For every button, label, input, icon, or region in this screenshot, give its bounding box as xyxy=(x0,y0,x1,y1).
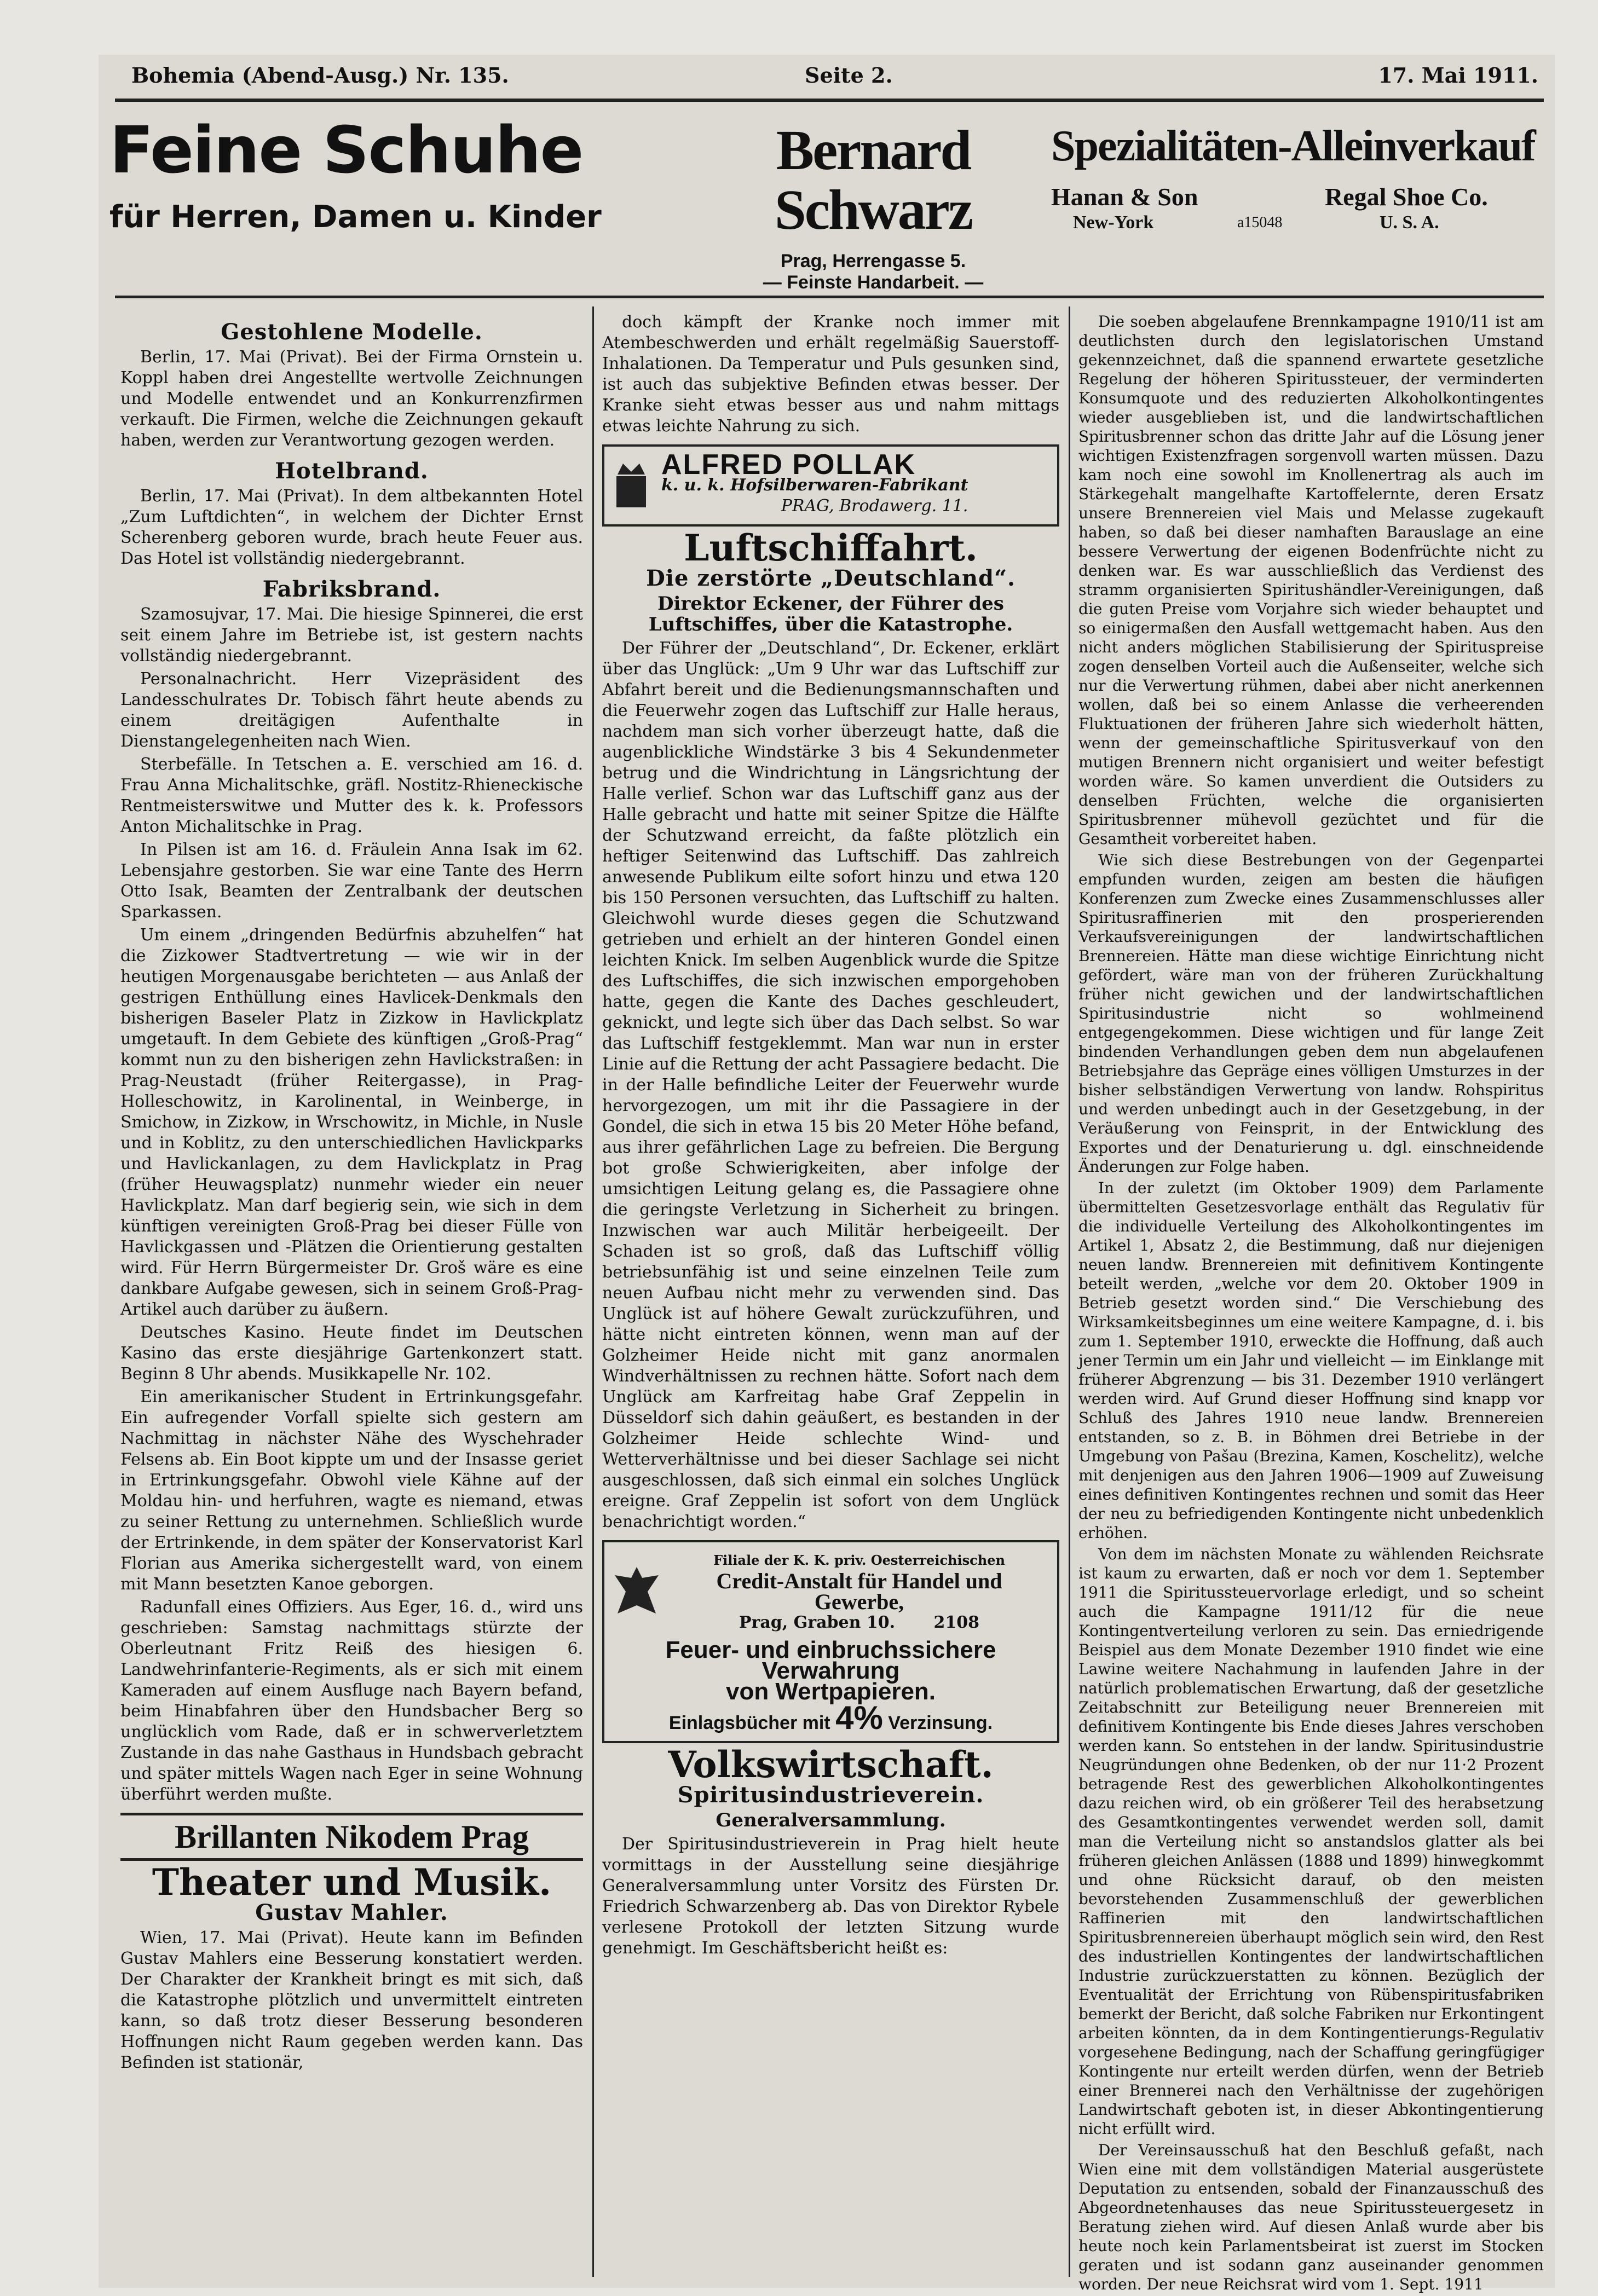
ad-special-title: Spezialitäten-Alleinverkauf xyxy=(1051,122,1535,170)
ad-credit-anstalt xyxy=(602,1540,1059,1743)
page-header xyxy=(131,63,1538,96)
subheading-eckener: Direktor Eckener, der Führer des Luftschiffes, über die Katastrophe. xyxy=(648,593,1013,635)
article-text: Wie sich diese Bestrebungen von der Gegenpartei empfunden wurden, zeigen am besten die häufigen Konferenzen zum Zwecke eines Zusammenschlusses aller Spiritusraffinerien mit den prosperierenden Verkaufsvereinigungen der landwirtschaftlichen Brennereien. Hätte man diese wichtige Einrichtung nicht gefördert, wäre man von der früheren Zurückhaltung früher nicht gewichen und der landwirtschaftlichen Spiritusindustrie nicht so wohlmeinend entgegengekommen. Diese wichtigen und für lange Zeit bindenden Verhandlungen geben dem nun abgelaufenen Betriebsjahre das Gepräge eines völligen Umsturzes in der bisher selbständigen Verwertung von landw. Rohspiritus und werden unbedingt auch in der Gesetzgebung, in der Veräußerung von Feinsprit, in der Entwicklung des Exportes und der Denaturierung u. dgl. einschneidende Änderungen zur Folge haben. xyxy=(1078,851,1544,1176)
ad-credit-number: 2108 xyxy=(933,1613,979,1632)
header-date: 17. Mai 1911. xyxy=(1378,63,1538,88)
ad-brand-regal: Regal Shoe Co. xyxy=(1325,183,1488,211)
header-edition: Bohemia (Abend-Ausg.) Nr. 135. xyxy=(131,63,509,88)
crown-emblem-icon xyxy=(612,461,650,510)
ad-schwarz-tagline: — Feinste Handarbeit. — xyxy=(763,272,984,293)
ad-credit-savings: Einlagsbücher mit xyxy=(668,1713,830,1733)
article-text: Wien, 17. Mai (Privat). Heute kann im Befinden Gustav Mahlers eine Besserung konstatiert werden. Der Charakter der Krankheit bringt es mit sich, daß die Katastrophe plötzlich und unvermittelt eintreten kann, so daß trotz dieser Besserung besonderen Hoffnungen nicht Raum gegeben werden kann. Das Befinden ist stationär, xyxy=(120,1928,583,2072)
article-text: Berlin, 17. Mai (Privat). Bei der Firma Ornstein u. Koppl haben drei Angestellte wertvolle Zeichnungen und Modelle entwendet und an Konkurrenzfirmen verkauft. Die Firmen, welche die Zeichnungen gekauft haben, werden zur Verantwortung gezogen werden. xyxy=(120,348,583,450)
heading-volkswirtschaft: Volkswirtschaft. xyxy=(668,1743,994,1786)
article-text: Sterbefälle. In Tetschen a. E. verschied am 16. d. Frau Anna Michalitschke, gräfl. Nostitz-Rhieneckische Rentmeisterswitwe und Mutter des k. k. Professors Anton Michalitschke in Prag. xyxy=(120,755,583,836)
column-2 xyxy=(602,312,1059,2277)
subheading-generalversammlung: Generalversammlung. xyxy=(716,1809,946,1831)
article-text: Von dem im nächsten Monate zu wählenden Reichsrate ist kaum zu erwarten, daß er noch vor dem 1. September 1911 die Spiritussteuervorlage erledigt, und so scheint auch die Kampagne 1911/12 für die neue Kontingentverteilung verloren zu sein. Das erniedrigende Beispiel aus dem Monate Dezember 1910 findet wie eine Lawine weitere Nachahmung in laufenden Jahre in der natürlich problematischen Erwartung, daß der gesetzliche Zeitabschnitt zur Beteiligung neuer Brennereien mit definitivem Kontingente bis Ende dieses Jahres verschoben werden kann. So entstehen in der landw. Spiritusindustrie Neugründungen ohne Bedenken, ob der nur 11·2 Prozent betragende Rest des gewerblichen Alkoholkontingentes dazu reichen wird, ob ein größerer Teil des herabsetzung des Gesamtkontingentes verwendet werden soll, damit man die Verteilung nicht so anstandslos glatter als bei früheren gleichen Anlässen (1888 und 1899) hinwegkommt und ohne Rücksicht darauf, ob den meisten bevorstehenden Zusammenschluß der gewerblichen Raffinerien mit den landwirtschaftlichen Spiritusbrennereien überhaupt möglich sein wird, den Rest des industriellen Kontingentes der landwirtschaftlichen Industrie zurückzuerstatten zu können. Bezüglich der Eventualität der Errichtung von Rübenspiritusfabriken bemerkt der Bericht, daß solche Fabriken nur Erkontingent arbeiten könnten, da in dem Kontingentierungs-Regulativ vorgesehene Bedingung, nach der Schaffung geringfügiger Kontingente nur erteilt werden dürfen, wenn der Betrieb einer Brennerei nach den Verhältnisse der zugehörigen Landwirtschaft geboten ist, in dieser Abkontingentierung nicht erfüllt wird. xyxy=(1078,1545,1544,2138)
ad-credit-service-2: von Wertpapieren. xyxy=(725,1678,936,1705)
heading-hotelbrand: Hotelbrand. xyxy=(275,458,429,484)
ad-city-newyork: New-York xyxy=(1073,212,1154,233)
article-text: In der zuletzt (im Oktober 1909) dem Parlamente übermittelten Gesetzesvorlage enthält das Regulativ für die individuelle Verteilung des Alkoholkontingentes im Artikel 1, Absatz 2, die Bestimmung, daß nur diejenigen neuen landw. Brennereien mit definitivem Kontingente beteilt werden, „welche vor dem 20. Oktober 1909 in Betrieb gesetzt worden sind.“ Die Verschiebung des Wirksamkeitsbeginnes um eine weitere Kampagne, d. i. bis zum 1. September 1910, erweckte die Hoffnung, daß auch jener Termin um ein Jahr und vielleicht — im Einklange mit früherer Abgrenzung — bis 31. Dezember 1910 verlängert werden wird. Auf Grund dieser Hoffnung sind knapp vor Schluß des Jahres 1910 neue landw. Brennereien entstanden, so z. B. in Böhmen drei Betriebe in der Umgebung von Pašau (Brezina, Kamen, Koschelitz), welche mit denjenigen aus den Jahren 1906—1909 auf Zuweisung eines definitiven Kontingentes rechnen und somit das Heer der neu zu befriedigenden Kontingente nicht unbedenklich erhöhen. xyxy=(1078,1179,1544,1542)
ad-pollak-line: k. u. k. Hofsilberwaren-Fabrikant xyxy=(661,476,968,495)
article-text: Radunfall eines Offiziers. Aus Eger, 16. d., wird uns geschrieben: Samstag nachmittags stürzte der Oberleutnant Fritz Reiß des hiesigen 6. Landwehrinfanterie-Regiments, als er sich mit einem Kameraden auf einem Ausfluge nach Bayern befand, beim Hinabfahren über den Hundsbacher Berg so unglücklich vom Rade, daß er in schwerverletztem Zustande in das nahe Gasthaus in Hundsbach gebracht und später mittels Wagen nach Eger in seine Wohnung überführt werden mußte. xyxy=(120,1598,583,1804)
ad-shoes-title: Feine Schuhe xyxy=(109,112,583,188)
heading-fabriksbrand: Fabriksbrand. xyxy=(262,576,441,602)
column-3 xyxy=(1078,312,1544,2293)
ad-credit-service: Feuer- und einbruchssichere Verwahrung xyxy=(665,1636,996,1684)
heading-deutschland: Die zerstörte „Deutschland“. xyxy=(646,565,1016,591)
ad-credit-address: Prag, Graben 10. xyxy=(739,1613,896,1632)
ad-spezialitaeten xyxy=(1051,107,1544,287)
column-1 xyxy=(120,312,583,2277)
article-text: In Pilsen ist am 16. d. Fräulein Anna Isak im 62. Lebensjahre gestorben. Sie war eine Tante des Herrn Otto Isak, Beamten der Zentralbank der deutschen Sparkassen. xyxy=(120,840,583,922)
heading-spiritusindustrieverein: Spiritusindustrieverein. xyxy=(677,1782,984,1808)
ad-bernard-schwarz xyxy=(706,107,1040,293)
ad-credit-name: Credit-Anstalt für Handel und Gewerbe, xyxy=(716,1569,1002,1614)
ad-rule xyxy=(115,296,1544,298)
ad-pollak-address: PRAG, Brodawerg. 11. xyxy=(781,496,968,516)
ad-schwarz-name: Bernard Schwarz xyxy=(774,119,972,242)
ad-credit-rate: 4% xyxy=(835,1699,883,1736)
heading-luftschiffahrt: Luftschiffahrt. xyxy=(684,527,978,569)
ad-shoes-subtitle: für Herren, Damen u. Kinder xyxy=(109,199,602,235)
newspaper-page xyxy=(99,55,1555,2293)
ad-code: a15048 xyxy=(1237,214,1283,231)
ad-pollak-name: ALFRED POLLAK xyxy=(661,449,916,481)
article-text: Der Vereinsausschuß hat den Beschluß gefaßt, nach Wien eine mit dem vollständigen Material ausgerüstete Deputation zu entsenden, sobald der Finanzausschuß des Abgeordnetenhauses das neue Spiritussteuergesetz in Beratung ziehen wird. Auf diesen Anlaß wurde aber bis heute noch kein Parlamentsbeirat ist zuerst im Stocken geraten und ist sodann ganz auseinander genommen worden. Der neue Reichsrat wird vom 1. Sept. 1911 xyxy=(1078,2141,1544,2293)
ad-brillanten-nikodem: Brillanten Nikodem Prag xyxy=(120,1813,583,1861)
ad-city-usa: U. S. A. xyxy=(1380,212,1439,233)
article-text: Personalnachricht. Herr Vizepräsident des Landesschulrates Dr. Tobisch fährt heute abends zu einem dreitägigen Aufenthalte in Dienstangelegenheiten nach Wien. xyxy=(120,669,583,751)
column-divider-2 xyxy=(1069,306,1070,2277)
ad-schwarz-address: Prag, Herrengasse 5. xyxy=(780,251,966,272)
ad-credit-interest: Verzinsung. xyxy=(888,1713,993,1733)
article-text: Um einem „dringenden Bedürfnis abzuhelfen“ hat die Zizkower Stadtvertretung — wie wir in der heutigen Morgenausgabe berichteten — aus Anlaß der gestrigen Enthüllung eines Havlicek-Denkmals den bisherigen Baseler Platz in Zizkow in Havlickplatz umgetauft. In dem Gebiete des künftigen „Groß-Prag“ kommt nun zu den bisherigen zehn Havlickstraßen: in Prag-Neustadt (früher Reitergasse), in Prag-Holleschowitz, in Karolinental, in Weinberge, in Smichow, in Zizkow, in Wrschowitz, in Michle, in Nusle und in Koblitz, zu den unterschiedlichen Havlickparks und Havlickanlagen, zu dem Havlickplatz in Prag (früher Heuwagsplatz) nunmehr wieder ein neuer Havlickplatz. Man darf begierig sein, wie sich in dem künftigen vereinigten Groß-Prag bei dieser Fülle von Havlickgassen und -Plätzen die Orientierung gestalten wird. Für Herrn Bürgermeister Dr. Groš wäre es eine dankbare Aufgabe gewesen, sich in seinem Groß-Prag-Artikel auch darüber zu äußern. xyxy=(120,926,583,1319)
heading-gestohlene-modelle: Gestohlene Modelle. xyxy=(221,319,483,345)
ad-credit-branch: Filiale der K. K. priv. Oesterreichischen xyxy=(713,1552,1005,1568)
article-text: doch kämpft der Kranke noch immer mit Atembeschwerden und erhält regelmäßig Sauerstoff-Inhalationen. Da Temperatur und Puls gesunken sind, ist auch das subjektive Befinden etwas besser. Der Kranke sieht etwas besser aus und nahm mittags etwas leichte Nahrung zu sich. xyxy=(602,313,1059,436)
article-text: Szamosujvar, 17. Mai. Die hiesige Spinnerei, die erst seit einem Jahre im Betriebe ist, ist gestern nachts vollständig niedergebrannt. xyxy=(120,605,583,666)
eagle-emblem-icon xyxy=(612,1561,661,1622)
heading-gustav-mahler: Gustav Mahler. xyxy=(255,1900,448,1925)
article-text: Der Spiritusindustrieverein in Prag hielt heute vormittags in der Ausstellung seine diesjährige Generalversammlung unter Vorsitz des Fürsten Dr. Friedrich Schwarzenberg ab. Das von Direktor Rybele verlesene Protokoll der letzten Sitzung wurde genehmigt. Im Geschäftsbericht heißt es: xyxy=(602,1835,1059,1958)
ad-feine-schuhe xyxy=(109,107,761,287)
ad-alfred-pollak xyxy=(602,444,1059,527)
article-text: Berlin, 17. Mai (Privat). In dem altbekannten Hotel „Zum Luftdichten“, in welchem der Dichter Ernst Scherenberg geboren wurde, brach heute Feuer aus. Das Hotel ist vollständig niedergebrannt. xyxy=(120,487,583,568)
article-text: Die soeben abgelaufene Brennkampagne 1910/11 ist am deutlichsten durch den legislatorischen Umstand gekennzeichnet, daß die spannend erwartete gesetzliche Regelung der höheren Spiritussteuer, der verminderten Konsumquote und des reduzierten Alkoholkontingentes wieder ausgeblieben ist, und die landwirtschaftlichen Spiritusbrenner schon das dritte Jahr auf die Lösung jener wichtigen Existenzfragen sorgenvoll warten müssen. Dazu kam noch eine sowohl im Knollenertrag als auch im Stärkegehalt mangelhafte Kartoffelernte, deren Ersatz unsere Brennereien viel Mais und Melasse zugekauft haben, so daß bei dieser namhaften Barauslage an eine bessere Verwertung der eigenen Bodenfrüchte nicht zu denken war. Es war ausschließlich das Verdienst des stramm organisierten Spiritushändler-Vereinigungen, daß die guten Preise vom Vorjahre sich wieder behauptet und so einigermaßen den Ausfall wettgemacht haben. Aus den nicht anders möglichen Stabilisierung der Spirituspreise zogen denselben Vorteil auch die Außenseiter, welche sich nur die Verwertung rühmen, dabei aber nicht anerkennen wollen, daß bei so einem Anlasse die verheerenden Fluktuationen der früheren Jahre sich wiederholt hätten, wenn der gemeinschaftliche Spiritusverkauf von den mutigen Brennern nicht organisiert und weiter befestigt worden wäre. So kamen unverdient die Outsiders zu denselben Früchten, welche die organisierten Spiritusbrenner mühevoll gezüchtet und für die Gesamtheit vorbereitet haben. xyxy=(1078,313,1544,848)
article-text: Deutsches Kasino. Heute findet im Deutschen Kasino das erste diesjährige Gartenkonzert statt. Beginn 8 Uhr abends. Musikkapelle Nr. 102. xyxy=(120,1323,583,1384)
header-page-number: Seite 2. xyxy=(805,63,893,88)
header-rule xyxy=(115,99,1544,102)
article-text: Der Führer der „Deutschland“, Dr. Eckener, erklärt über das Unglück: „Um 9 Uhr war das Luftschiff zur Abfahrt bereit und die Bedienungsmannschaften und die Feuerwehr zogen das Luftschiff zur Halle heraus, nachdem man sich vorher überzeugt hatte, daß die augenblickliche Windstärke 3 bis 4 Sekundenmeter betrug und die Windrichtung in Längsrichtung der Halle verlief. Schon war das Luftschiff ganz aus der Halle gebracht und hatte mit seiner Spitze die Hälfte der Schutzwand erreicht, da faßte plötzlich ein heftiger Seitenwind das Luftschiff. Das zahlreich anwesende Publikum eilte sofort hinzu und etwa 120 bis 150 Personen versuchten, das Luftschiff zu halten. Gleichwohl wurde dieses gegen die Schutzwand getrieben und erhielt an der hinteren Gondel einen leichten Knick. Im selben Augenblick wurde die Spitze des Luftschiffes, die sich inzwischen emporgehoben hatte, gegen die Kante des Daches geschleudert, geknickt, und legte sich über das Dach selbst. So war das Luftschiff festgeklemmt. Man war nun in erster Linie auf die Rettung der acht Passagiere bedacht. Die in der Halle befindliche Leiter der Feuerwehr wurde hervorgezogen, um mit ihr die Passagiere in der Gondel, die sich in etwa 15 bis 20 Meter Höhe befand, aus ihrer gefährlichen Lage zu befreien. Die Bergung bot große Schwierigkeiten, aber infolge der umsichtigen Leitung gelang es, die Passagiere ohne die geringste Verletzung in Sicherheit zu bringen. Inzwischen war auch Militär herbeigeeilt. Der Schaden ist so groß, daß das Luftschiff völlig betriebsunfähig ist und seine einzelnen Teile zum neuen Aufbau nicht mehr zu verwenden sind. Das Unglück ist auf höhere Gewalt zurückzuführen, und hätte nicht eintreten können, wenn man auf der Golzheimer Heide nicht mit ganz anormalen Windverhältnissen zu rechnen hätte. Sofort nach dem Unglück am Karfreitag habe Graf Zeppelin in Düsseldorf sich dahin geäußert, es bestanden in der Golzheimer Heide schlechte Wind- und Wetterverhältnisse und bei dieser Sachlage sei nicht ausgeschlossen, daß sich einmal ein solches Unglück ereigne. Graf Zeppelin ist sofort von dem Unglück benachrichtigt worden.“ xyxy=(602,639,1059,1531)
heading-theater-musik: Theater und Musik. xyxy=(152,1861,552,1904)
article-text: Ein amerikanischer Student in Ertrinkungsgefahr. Ein aufregender Vorfall spielte sich gestern am Nachmittag in nächster Nähe des Wyschehrader Felsens ab. Ein Boot kippte um und der Insasse geriet in Ertrinkungsgefahr. Obwohl viele Kähne auf der Moldau hin- und herfuhren, wagte es niemand, etwas zu seiner Rettung zu unternehmen. Schließlich wurde der Ertrinkende, in dem später der Konservatorist Karl Florian aus Amerika sichergestellt ward, von einem mit Mann besetzten Kanoe geborgen. xyxy=(120,1387,583,1594)
ad-brand-hanan: Hanan & Son xyxy=(1051,183,1198,211)
column-divider-1 xyxy=(592,306,594,2277)
